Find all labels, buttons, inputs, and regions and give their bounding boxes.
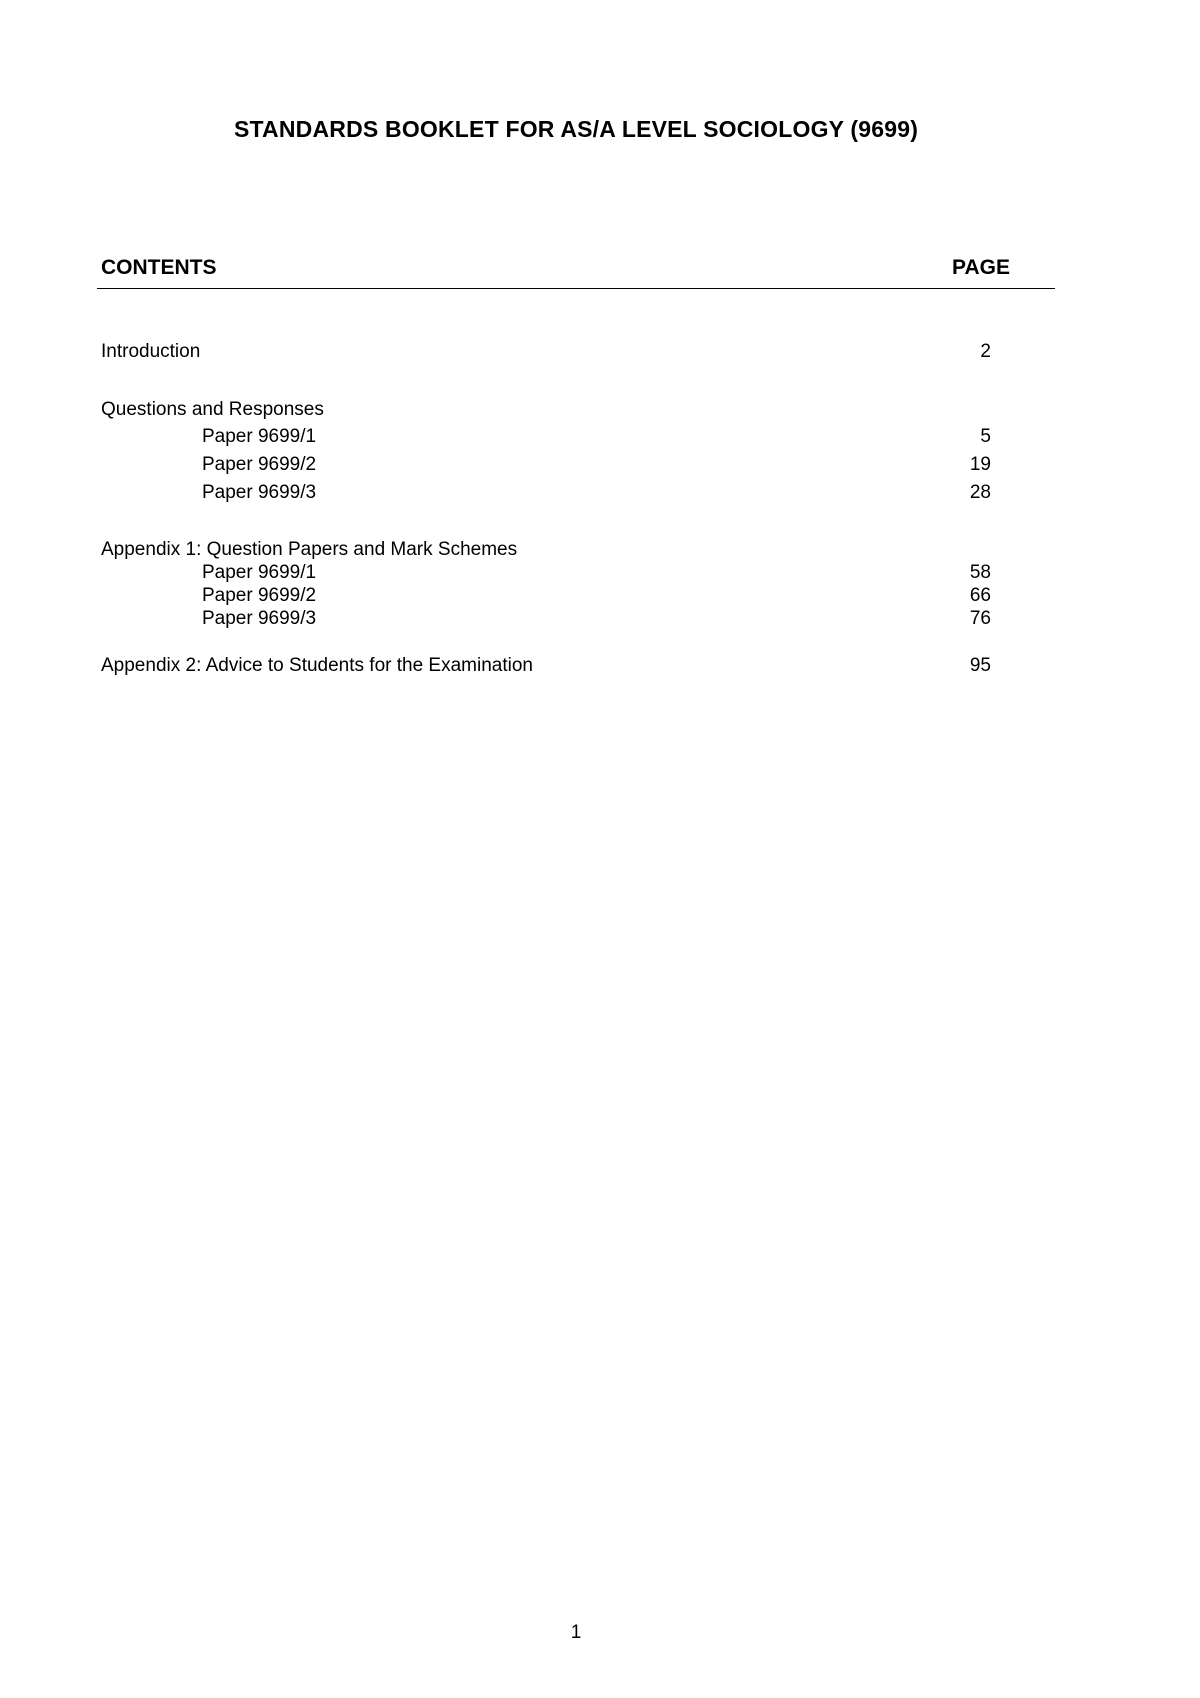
contents-label: CONTENTS [101, 256, 217, 279]
contents-header [101, 256, 1015, 280]
toc-entry-page: 28 [969, 482, 991, 503]
toc-entry-page: 66 [969, 585, 991, 606]
toc-section-label: Questions and Responses [101, 399, 324, 420]
page-column-label: PAGE [952, 256, 1010, 279]
footer-page-number: 1 [570, 1622, 582, 1643]
toc-entry-page: 19 [969, 454, 991, 475]
toc-entry-questions-paper-1 [101, 425, 991, 449]
toc-section-label: Appendix 1: Question Papers and Mark Schemes [101, 539, 518, 560]
toc-entry-label: Paper 9699/2 [202, 454, 317, 475]
toc-entry-introduction [101, 340, 991, 364]
toc-entry-appendix-1-paper-3 [101, 607, 991, 631]
toc-entry-page: 58 [969, 562, 991, 583]
header-divider [97, 288, 1055, 289]
toc-section-questions [101, 398, 991, 422]
toc-entry-label: Paper 9699/3 [202, 482, 317, 503]
toc-entry-appendix-1-paper-1 [101, 561, 991, 585]
toc-entry-page: 95 [969, 655, 991, 676]
toc-entry-label: Paper 9699/1 [202, 562, 317, 583]
toc-section-appendix-1 [101, 538, 991, 562]
toc-entry-appendix-1-paper-2 [101, 584, 991, 608]
toc-entry-label: Paper 9699/3 [202, 608, 317, 629]
document-title: STANDARDS BOOKLET FOR AS/A LEVEL SOCIOLOGY (9699) [233, 116, 919, 142]
toc-entry-label: Paper 9699/1 [202, 426, 317, 447]
toc-entry-label: Paper 9699/2 [202, 585, 317, 606]
toc-entry-page: 76 [969, 608, 991, 629]
toc-entry-page: 2 [980, 341, 991, 362]
toc-entry-questions-paper-3 [101, 481, 991, 505]
toc-entry-questions-paper-2 [101, 453, 991, 477]
toc-entry-appendix-2 [101, 654, 991, 678]
toc-entry-label: Introduction [101, 341, 201, 362]
toc-entry-label: Appendix 2: Advice to Students for the Examination [101, 655, 533, 676]
toc-entry-page: 5 [980, 426, 991, 447]
